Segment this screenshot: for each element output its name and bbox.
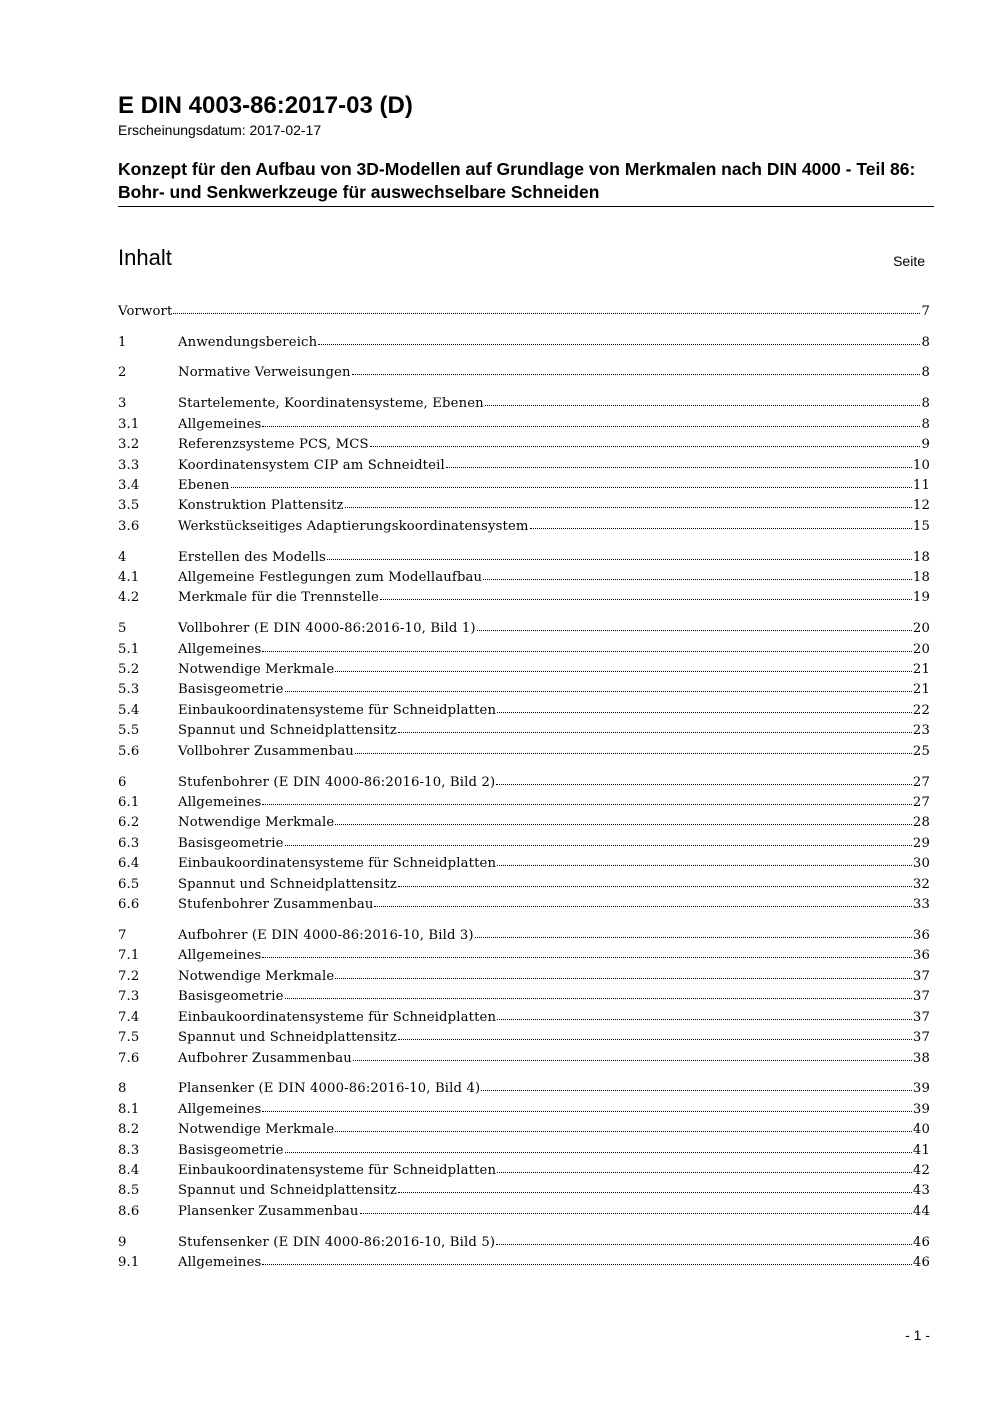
footer-page-number: - 1 - xyxy=(905,1327,930,1343)
toc-dot-leader xyxy=(497,864,912,866)
toc-dot-leader xyxy=(335,977,912,979)
toc-entry-title: Vollbohrer (E DIN 4000-86:2016-10, Bild 1) xyxy=(178,621,476,637)
toc-entry[interactable] xyxy=(118,476,930,496)
toc-entry[interactable] xyxy=(118,773,930,793)
toc-entry[interactable] xyxy=(118,793,930,813)
toc-entry-number: 6.3 xyxy=(118,835,140,851)
toc-entry-number: 3.6 xyxy=(118,518,140,534)
toc-dot-leader xyxy=(477,629,912,631)
toc-entry-number: 8.3 xyxy=(118,1142,140,1158)
toc-entry-title: Allgemeines xyxy=(178,1101,262,1117)
toc-entry[interactable] xyxy=(118,813,930,833)
toc-entry-title: Allgemeines xyxy=(178,1255,262,1271)
toc-entry-title: Basisgeometrie xyxy=(178,682,284,698)
toc-entry-page: 15 xyxy=(912,518,930,534)
toc-dot-leader xyxy=(262,425,920,427)
toc-entry[interactable] xyxy=(118,1100,930,1120)
publication-date: Erscheinungsdatum: 2017-02-17 xyxy=(118,122,322,138)
document-title: Konzept für den Aufbau von 3D-Modellen auf Grundlage von Merkmalen nach DIN 4000 - Teil 86: Bohr- und Senkwerkzeuge für auswechselbare Schneiden xyxy=(118,159,916,202)
toc-dot-leader xyxy=(262,650,911,652)
toc-dot-leader xyxy=(318,343,920,345)
toc-entry-title: Plansenker (E DIN 4000-86:2016-10, Bild 4) xyxy=(178,1081,481,1097)
toc-entry-page: 23 xyxy=(912,723,930,739)
toc-entry-number: 7.6 xyxy=(118,1050,140,1066)
toc-dot-leader xyxy=(353,1059,912,1061)
toc-entry-number: 8.2 xyxy=(118,1122,140,1138)
toc-entry[interactable] xyxy=(118,680,930,700)
toc-entry-title: Spannut und Schneidplattensitz xyxy=(178,876,397,892)
toc-dot-leader xyxy=(335,823,912,825)
toc-entry[interactable] xyxy=(118,1202,930,1222)
toc-entry-number: 5.5 xyxy=(118,723,140,739)
toc-entry[interactable] xyxy=(118,1008,930,1028)
toc-dot-leader xyxy=(380,598,912,600)
toc-entry[interactable] xyxy=(118,1028,930,1048)
toc-dot-leader xyxy=(497,711,912,713)
toc-entry[interactable] xyxy=(118,588,930,608)
toc-entry-page: 20 xyxy=(912,621,930,637)
toc-dot-leader xyxy=(335,1130,912,1132)
toc-heading: Inhalt xyxy=(118,245,172,270)
toc-entry-title: Einbaukoordinatensysteme für Schneidplatten xyxy=(178,1163,497,1178)
toc-dot-leader xyxy=(398,731,912,733)
toc-entry-page: 9 xyxy=(921,437,930,453)
toc-entry-number: 8.6 xyxy=(118,1203,140,1219)
toc-dot-leader xyxy=(370,445,921,447)
toc-entry[interactable] xyxy=(118,619,930,639)
toc-entry-title: Referenzsysteme PCS, MCS xyxy=(178,437,369,453)
toc-entry-title: Allgemeines xyxy=(178,416,262,432)
toc-dot-leader xyxy=(496,783,912,785)
toc-entry-title: Stufensenker (E DIN 4000-86:2016-10, Bild 5) xyxy=(178,1234,496,1250)
toc-entry-title: Spannut und Schneidplattensitz xyxy=(178,1183,397,1199)
toc-entry[interactable] xyxy=(118,895,930,915)
toc-entry-title: Notwendige Merkmale xyxy=(178,662,335,678)
toc-entry-title: Aufbohrer Zusammenbau xyxy=(178,1050,352,1066)
toc-entry[interactable] xyxy=(118,302,930,322)
toc-entry-title: Basisgeometrie xyxy=(178,989,284,1005)
toc-dot-leader xyxy=(475,936,912,938)
toc-entry-page: 18 xyxy=(912,570,930,585)
toc-entry-page: 8 xyxy=(921,334,930,350)
toc-entry-page: 22 xyxy=(912,702,930,718)
toc-entry-number: 6.4 xyxy=(118,856,140,872)
toc-entry-page: 12 xyxy=(912,498,930,514)
toc-entry-page: 44 xyxy=(912,1203,930,1219)
toc-entry-number: 3.1 xyxy=(118,416,140,432)
toc-entry-number: 5.4 xyxy=(118,702,140,718)
toc-entry-number: 8.5 xyxy=(118,1183,140,1199)
toc-entry-page: 46 xyxy=(912,1234,930,1250)
toc-entry-number: 7.1 xyxy=(118,948,140,964)
toc-entry-number: 6.6 xyxy=(118,897,140,913)
toc-entry[interactable] xyxy=(118,496,930,516)
toc-dot-leader xyxy=(446,466,912,468)
toc-entry-number: 3.3 xyxy=(118,457,140,473)
toc-entry-title: Startelemente, Koordinatensysteme, Ebenen xyxy=(178,396,484,412)
toc-dot-leader xyxy=(262,1110,911,1112)
page-column-label: Seite xyxy=(893,253,925,269)
toc-entry[interactable] xyxy=(118,394,930,414)
toc-dot-leader xyxy=(360,1212,912,1214)
toc-dot-leader xyxy=(352,373,921,375)
toc-entry-number: 5.6 xyxy=(118,743,140,759)
toc-entry-page: 37 xyxy=(912,989,930,1005)
toc-entry[interactable] xyxy=(118,875,930,895)
toc-dot-leader xyxy=(345,506,912,508)
toc-dot-leader xyxy=(285,997,912,999)
toc-entry-number: 4.2 xyxy=(118,590,140,606)
toc-entry[interactable] xyxy=(118,926,930,946)
toc-dot-leader xyxy=(262,956,911,958)
toc-entry-number: 7.5 xyxy=(118,1030,140,1046)
toc-entry-number: 3.4 xyxy=(118,477,140,493)
toc-entry-title: Basisgeometrie xyxy=(178,835,284,851)
toc-entry[interactable] xyxy=(118,548,930,568)
toc-entry-page: 7 xyxy=(921,304,930,319)
toc-entry-number: 9.1 xyxy=(118,1255,140,1271)
toc-dot-leader xyxy=(483,578,912,580)
toc-entry-title: Allgemeines xyxy=(178,948,262,964)
toc-entry-title: Einbaukoordinatensysteme für Schneidplatten xyxy=(178,856,497,872)
toc-entry-page: 29 xyxy=(912,835,930,851)
toc-entry-number: 7.4 xyxy=(118,1009,140,1025)
toc-entry-number: 8.1 xyxy=(118,1101,140,1117)
toc-entry-title: Anwendungsbereich xyxy=(178,334,318,350)
toc-entry-page: 21 xyxy=(912,662,930,678)
toc-dot-leader xyxy=(398,1038,912,1040)
header-rule xyxy=(118,206,934,207)
toc-entry-title: Allgemeines xyxy=(178,641,262,657)
toc-entry-number: 6.1 xyxy=(118,794,140,810)
toc-dot-leader xyxy=(231,486,912,488)
toc-entry-number: 1 xyxy=(118,334,127,350)
toc-entry-page: 30 xyxy=(912,856,930,872)
toc-entry-page: 36 xyxy=(912,927,930,943)
toc-entry-title: Werkstückseitiges Adaptierungskoordinatensystem xyxy=(178,518,529,534)
toc-entry[interactable] xyxy=(118,363,930,383)
toc-dot-leader xyxy=(335,670,912,672)
toc-dot-leader xyxy=(398,885,912,887)
toc-entry-page: 27 xyxy=(912,794,930,810)
toc-entry-title: Aufbohrer (E DIN 4000-86:2016-10, Bild 3) xyxy=(178,927,474,943)
toc-entry-number: 3.5 xyxy=(118,498,140,514)
toc-entry-title: Notwendige Merkmale xyxy=(178,1122,335,1138)
toc-entry-page: 40 xyxy=(912,1122,930,1138)
toc-entry-title: Vorwort xyxy=(118,304,173,319)
toc-entry-title: Einbaukoordinatensysteme für Schneidplatten xyxy=(178,1009,497,1025)
toc-entry-title: Einbaukoordinatensysteme für Schneidplatten xyxy=(178,702,497,718)
toc-entry-page: 39 xyxy=(912,1081,930,1097)
toc-entry[interactable] xyxy=(118,333,930,353)
toc-entry-number: 6 xyxy=(118,774,127,790)
toc-entry-page: 10 xyxy=(912,457,930,473)
toc-entry-page: 38 xyxy=(912,1050,930,1066)
table-of-contents xyxy=(118,302,930,1273)
toc-entry[interactable] xyxy=(118,1181,930,1201)
toc-dot-leader xyxy=(355,752,912,754)
toc-entry-title: Konstruktion Plattensitz xyxy=(178,498,344,514)
toc-dot-leader xyxy=(374,905,911,907)
toc-entry-page: 18 xyxy=(912,549,930,565)
toc-entry-number: 8.4 xyxy=(118,1163,140,1178)
toc-entry[interactable] xyxy=(118,987,930,1007)
toc-entry[interactable] xyxy=(118,967,930,987)
toc-entry-page: 41 xyxy=(912,1142,930,1158)
toc-entry-number: 6.2 xyxy=(118,815,140,831)
toc-entry-page: 37 xyxy=(912,1009,930,1025)
toc-entry[interactable] xyxy=(118,834,930,854)
toc-entry-number: 7.3 xyxy=(118,989,140,1005)
toc-entry-page: 8 xyxy=(921,416,930,432)
toc-entry-number: 2 xyxy=(118,365,127,381)
toc-entry-title: Spannut und Schneidplattensitz xyxy=(178,723,397,739)
toc-entry[interactable] xyxy=(118,1079,930,1099)
toc-entry-page: 8 xyxy=(921,396,930,412)
toc-entry[interactable] xyxy=(118,721,930,741)
toc-entry-number: 5.2 xyxy=(118,662,140,678)
toc-dot-leader xyxy=(497,1171,912,1173)
toc-entry-title: Notwendige Merkmale xyxy=(178,968,335,984)
toc-entry[interactable] xyxy=(118,946,930,966)
toc-dot-leader xyxy=(530,527,912,529)
toc-entry[interactable] xyxy=(118,415,930,435)
toc-entry-number: 7.2 xyxy=(118,968,140,984)
toc-entry[interactable] xyxy=(118,1233,930,1253)
toc-entry[interactable] xyxy=(118,435,930,455)
toc-dot-leader xyxy=(285,1151,912,1153)
toc-entry[interactable] xyxy=(118,1253,930,1273)
toc-entry-title: Erstellen des Modells xyxy=(178,549,326,565)
toc-entry-page: 27 xyxy=(912,774,930,790)
toc-entry[interactable] xyxy=(118,854,930,874)
toc-dot-leader xyxy=(262,803,911,805)
toc-entry-page: 28 xyxy=(912,815,930,831)
toc-entry-number: 5.3 xyxy=(118,682,140,698)
toc-entry-title: Notwendige Merkmale xyxy=(178,815,335,831)
toc-entry[interactable] xyxy=(118,1120,930,1140)
toc-entry-number: 4.1 xyxy=(118,570,140,585)
toc-entry-title: Normative Verweisungen xyxy=(178,365,351,381)
toc-entry-title: Allgemeine Festlegungen zum Modellaufbau xyxy=(178,570,483,585)
toc-entry-page: 19 xyxy=(912,590,930,606)
toc-entry-title: Ebenen xyxy=(178,477,230,493)
toc-entry[interactable] xyxy=(118,1141,930,1161)
toc-entry-number: 3 xyxy=(118,396,127,412)
toc-entry-title: Stufenbohrer (E DIN 4000-86:2016-10, Bild 2) xyxy=(178,774,496,790)
document-id: E DIN 4003-86:2017-03 (D) xyxy=(118,92,413,119)
toc-entry[interactable] xyxy=(118,640,930,660)
toc-entry-title: Allgemeines xyxy=(178,794,262,810)
toc-entry-page: 32 xyxy=(912,876,930,892)
toc-entry-page: 11 xyxy=(912,477,930,493)
toc-entry-page: 37 xyxy=(912,1030,930,1046)
toc-entry-number: 4 xyxy=(118,549,127,565)
toc-entry[interactable] xyxy=(118,517,930,537)
toc-entry-title: Vollbohrer Zusammenbau xyxy=(178,743,354,759)
toc-entry-page: 33 xyxy=(912,897,930,913)
toc-dot-leader xyxy=(485,404,921,406)
toc-dot-leader xyxy=(497,1018,912,1020)
toc-entry-title: Stufenbohrer Zusammenbau xyxy=(178,897,374,913)
toc-entry-number: 6.5 xyxy=(118,876,140,892)
toc-entry[interactable] xyxy=(118,456,930,476)
toc-entry-title: Merkmale für die Trennstelle xyxy=(178,590,379,606)
toc-dot-leader xyxy=(496,1243,912,1245)
toc-entry[interactable] xyxy=(118,568,930,588)
toc-entry-page: 42 xyxy=(912,1163,930,1178)
toc-dot-leader xyxy=(327,558,912,560)
toc-entry-title: Basisgeometrie xyxy=(178,1142,284,1158)
toc-entry-page: 25 xyxy=(912,743,930,759)
toc-entry[interactable] xyxy=(118,1161,930,1181)
toc-entry[interactable] xyxy=(118,660,930,680)
toc-entry[interactable] xyxy=(118,742,930,762)
toc-entry-page: 39 xyxy=(912,1101,930,1117)
toc-entry-number: 5 xyxy=(118,621,127,637)
toc-entry-number: 9 xyxy=(118,1234,127,1250)
toc-entry-page: 43 xyxy=(912,1183,930,1199)
toc-entry-page: 37 xyxy=(912,968,930,984)
toc-entry-page: 36 xyxy=(912,948,930,964)
toc-entry-page: 20 xyxy=(912,641,930,657)
toc-dot-leader xyxy=(481,1089,912,1091)
toc-entry-title: Koordinatensystem CIP am Schneidteil xyxy=(178,457,445,473)
toc-entry[interactable] xyxy=(118,701,930,721)
toc-entry-page: 46 xyxy=(912,1255,930,1271)
toc-dot-leader xyxy=(398,1191,912,1193)
toc-dot-leader xyxy=(173,312,920,314)
toc-entry-number: 5.1 xyxy=(118,641,140,657)
toc-dot-leader xyxy=(262,1263,911,1265)
toc-entry-page: 8 xyxy=(921,365,930,381)
toc-entry[interactable] xyxy=(118,1049,930,1069)
toc-entry-title: Plansenker Zusammenbau xyxy=(178,1203,359,1219)
toc-entry-page: 21 xyxy=(912,682,930,698)
toc-entry-number: 8 xyxy=(118,1081,127,1097)
toc-dot-leader xyxy=(285,690,912,692)
toc-entry-number: 7 xyxy=(118,927,127,943)
toc-entry-title: Spannut und Schneidplattensitz xyxy=(178,1030,397,1046)
toc-dot-leader xyxy=(285,844,912,846)
toc-entry-number: 3.2 xyxy=(118,437,140,453)
